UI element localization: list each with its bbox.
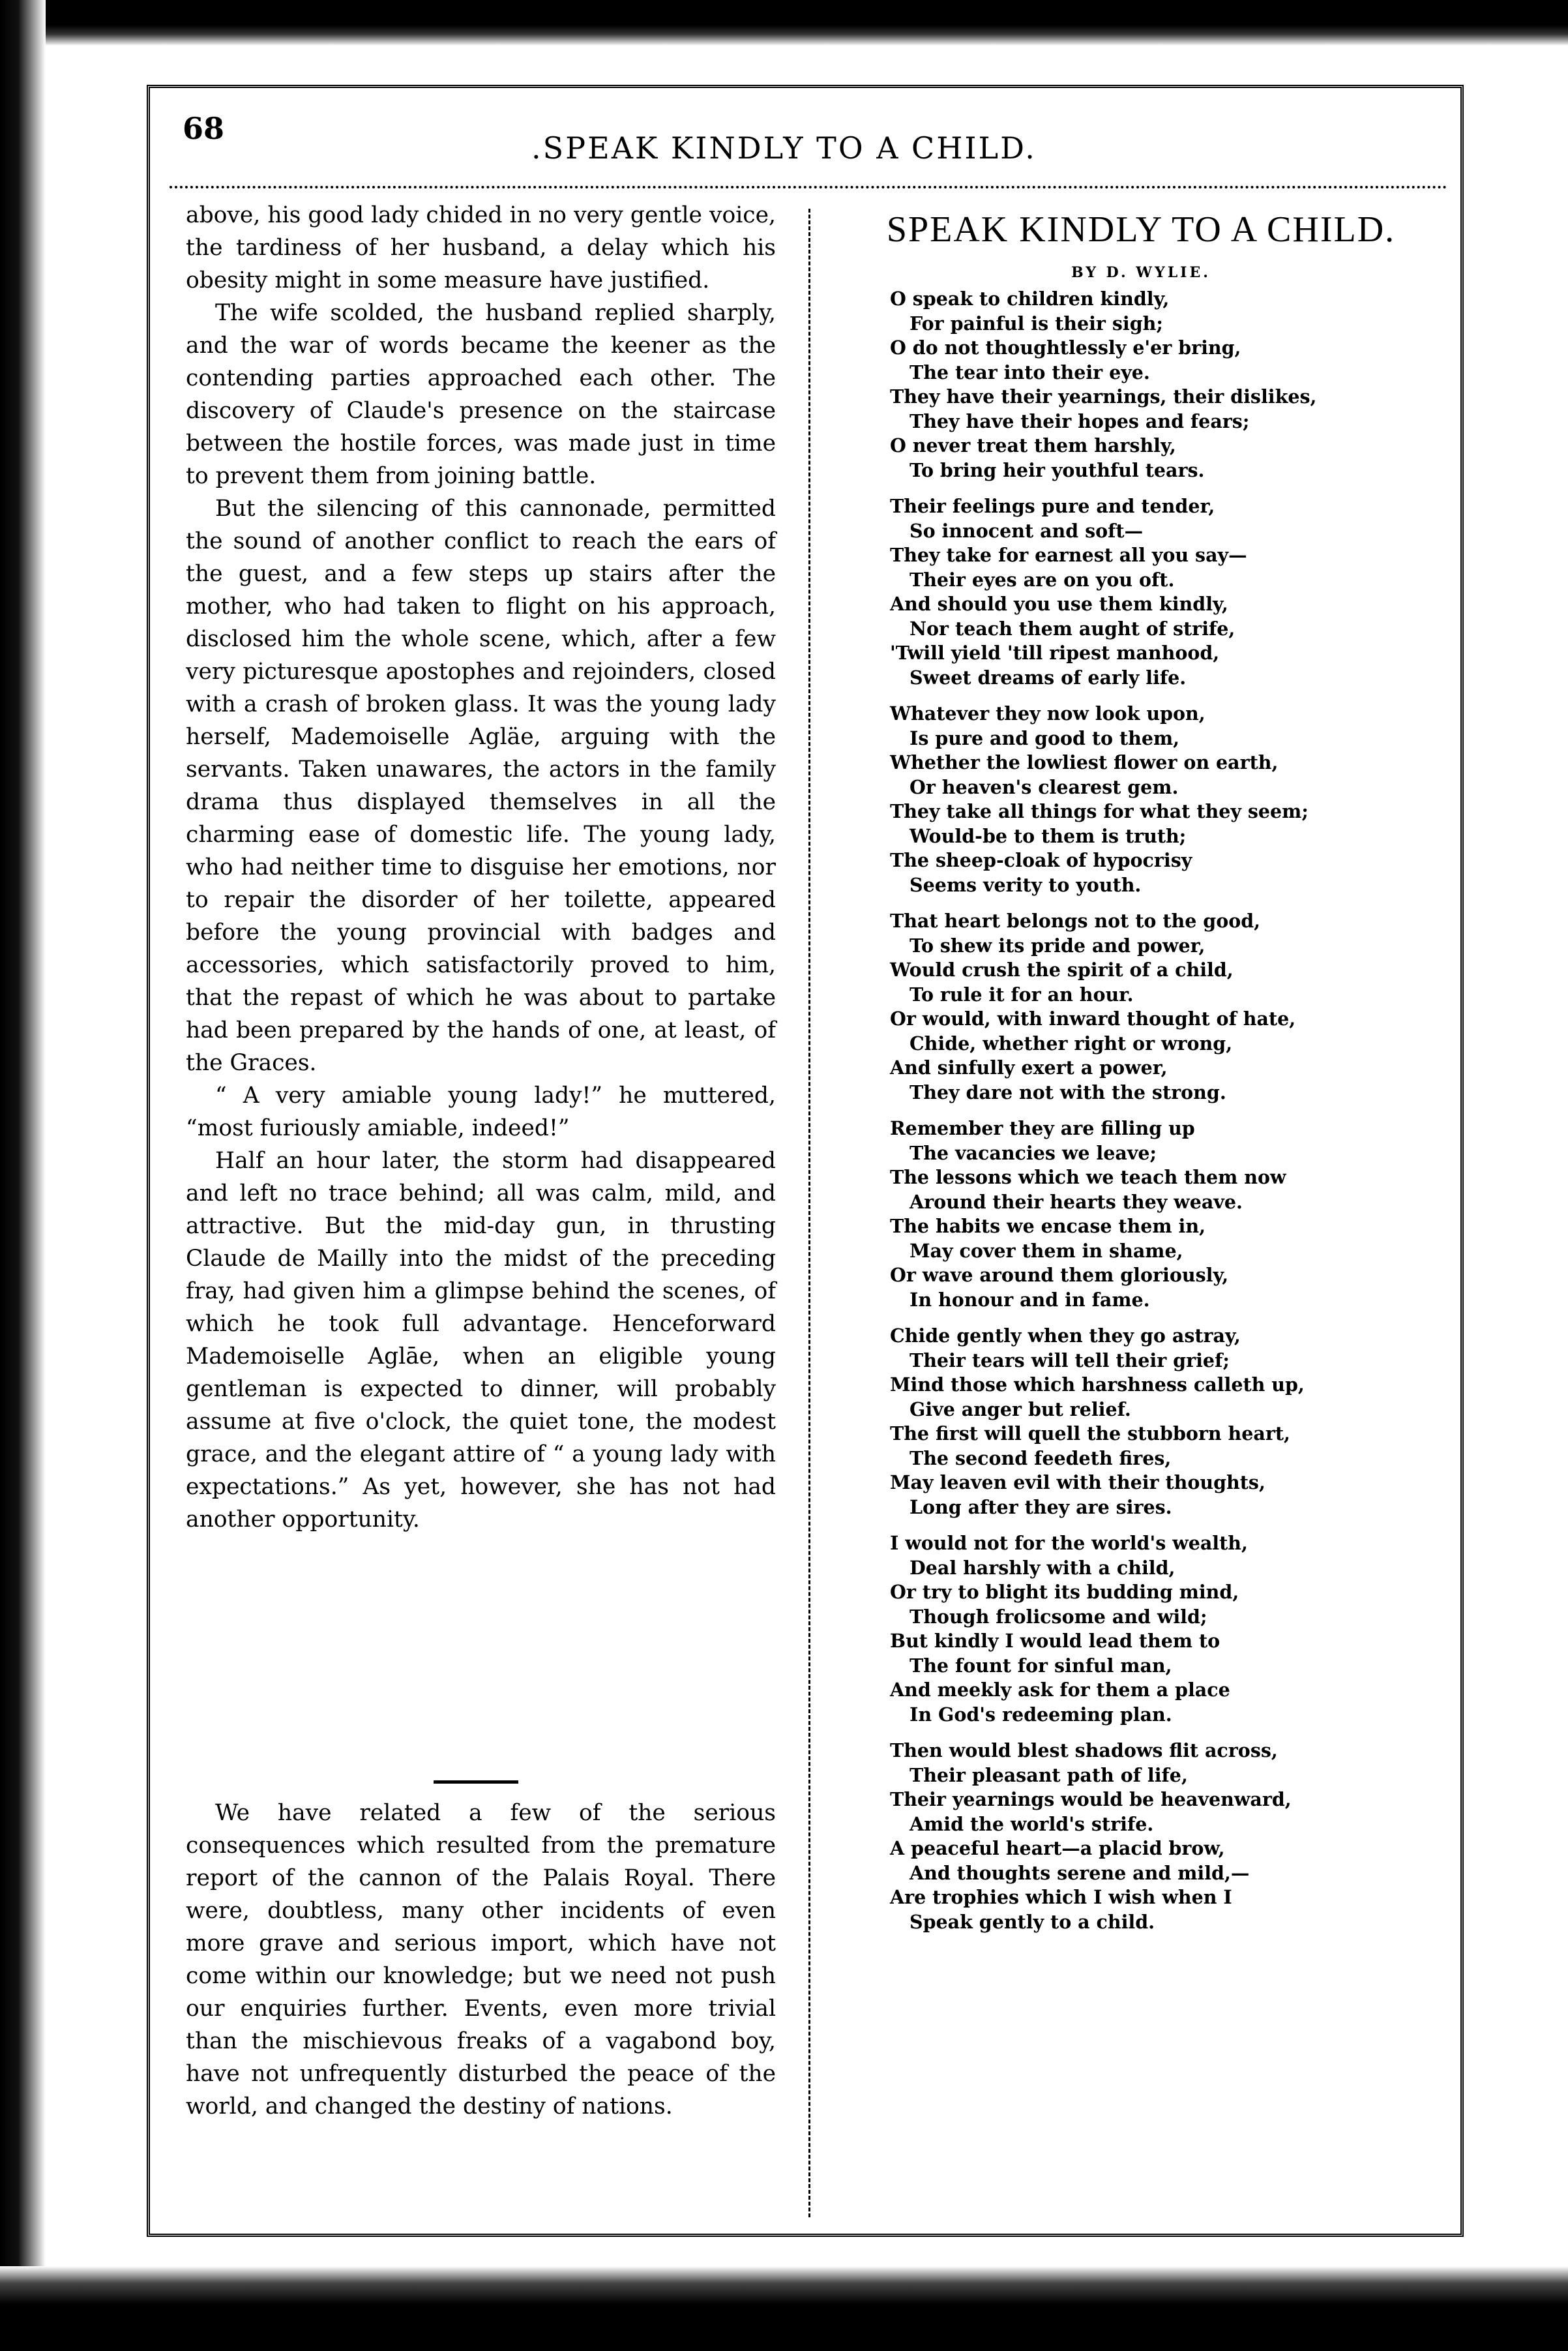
poem-line: A peaceful heart—a placid brow, <box>890 1837 1225 1859</box>
poem-stanza <box>890 702 1451 897</box>
poem-line: O speak to children kindly, <box>890 288 1170 310</box>
poem-line: Nor teach them aught of strife, <box>910 617 1235 640</box>
poem-line: O never treat them harshly, <box>890 434 1176 457</box>
poem-line: That heart belongs not to the good, <box>890 910 1261 932</box>
poem-line: Would-be to them is truth; <box>910 824 1187 847</box>
poem-line: Then would blest shadows flit across, <box>890 1739 1278 1761</box>
poem-line: They dare not with the strong. <box>910 1081 1226 1103</box>
paragraph: The wife scolded, the husband replied sharply, and the war of words became the keener as the contending parties approached each other. The discovery of Claude's presence on the staircase between the hostile forces, was made just in time to prevent them from joining battle. <box>186 300 776 489</box>
poem-line: And thoughts serene and mild,— <box>910 1861 1250 1884</box>
poem-line: To rule it for an hour. <box>910 983 1134 1006</box>
poem-line: They have their yearnings, their dislikes, <box>890 385 1317 408</box>
scan-edge-top <box>0 0 1568 46</box>
poem-title: SPEAK KINDLY TO A CHILD. <box>886 209 1396 250</box>
poem-author: BY D. WYLIE. <box>1071 264 1211 281</box>
poem-line: And sinfully exert a power, <box>890 1056 1168 1079</box>
paragraph: above, his good lady chided in no very gentle voice, the tardiness of her husband, a delay which his obesity might in some measure have justified. <box>186 202 776 293</box>
paragraph: Half an hour later, the storm had disappeared and left no trace behind; all was calm, mild, and attractive. But the mid-day gun, in thrusting Claude de Mailly into the midst of the preceding fray, had given him a glimpse behind the scenes, of which he took full advantage. Henceforward Mademoiselle Aglāe, when an eligible young gentleman is expected to dinner, will probably assume at five o'clock, the quiet tone, the modest grace, and the elegant attire of “ a young lady with expectations.” As yet, however, she has not had another opportunity. <box>186 1148 776 1533</box>
poem-line: Is pure and good to them, <box>910 726 1180 749</box>
poem-line: Whatever they now look upon, <box>890 702 1206 725</box>
poem-line: In God's redeeming plan. <box>910 1703 1172 1726</box>
poem-line: In honour and in fame. <box>910 1288 1150 1311</box>
poem-line: The vacancies we leave; <box>910 1141 1157 1164</box>
poem-line: For painful is their sigh; <box>910 312 1163 335</box>
closing-paragraph: We have related a few of the serious consequences which resulted from the premature report of the cannon of the Palais Royal. There were, doubtless, many other incidents of even more grave and serious import, which have not come within our knowledge; but we need not push our enquiries further. Events, even more trivial than the mischievous freaks of a vagabond boy, have not unfrequently disturbed the peace of the world, and changed the destiny of nations. <box>186 1800 776 2119</box>
section-break-rule <box>434 1780 518 1784</box>
paragraph: But the silencing of this cannonade, permitted the sound of another conflict to reach the ears of the guest, and a few steps up stairs after the mother, who had taken to flight on his approach, disclosed him the whole scene, which, after a few very picturesque apostophes and rejoinders, closed with a crash of broken glass. It was the young lady herself, Mademoiselle Agläe, arguing with the servants. Taken unawares, the actors in the family drama thus displayed themselves in all the charming ease of domestic life. The young lady, who had neither time to disguise her emotions, nor to repair the disorder of her toilette, appeared before the young provincial with badges and accessories, which satisfactorily proved to him, that the repast of which he was about to partake had been prepared by the hands of one, at least, of the Graces. <box>186 496 776 1076</box>
poem-line: So innocent and soft— <box>910 519 1144 542</box>
poem-line: Their pleasant path of life, <box>910 1763 1188 1786</box>
poem-line: The second feedeth fires, <box>910 1446 1172 1469</box>
poem-line: Amid the world's strife. <box>910 1812 1154 1835</box>
poem-line: To bring heir youthful tears. <box>910 458 1205 481</box>
poem-line: Their feelings pure and tender, <box>890 495 1215 517</box>
scan-edge-bottom <box>0 2266 1568 2351</box>
poem-line: Chide, whether right or wrong, <box>910 1032 1233 1055</box>
poem-line: Deal harshly with a child, <box>910 1556 1176 1579</box>
poem-stanza <box>890 1531 1451 1727</box>
poem-line: They take all things for what they seem; <box>890 800 1309 822</box>
poem-line: Are trophies which I wish when I <box>890 1886 1232 1908</box>
poem-line: Or would, with inward thought of hate, <box>890 1008 1296 1030</box>
closing-prose <box>186 1797 776 2123</box>
poem-line: The lessons which we teach them now <box>890 1166 1286 1188</box>
poem-line: The tear into their eye. <box>910 361 1150 383</box>
poem-line: They take for earnest all you say— <box>890 544 1247 566</box>
page-number: 68 <box>183 111 225 146</box>
poem-line: Sweet dreams of early life. <box>910 666 1187 689</box>
poem-line: 'Twill yield 'till ripest manhood, <box>890 642 1220 664</box>
poem-line: The fount for sinful man, <box>910 1654 1172 1677</box>
poem-line: O do not thoughtlessly e'er bring, <box>890 337 1241 359</box>
poem-line: Or heaven's clearest gem. <box>910 775 1179 798</box>
scan-edge-left <box>0 0 46 2351</box>
poem-body <box>890 287 1451 1946</box>
running-title: .SPEAK KINDLY TO A CHILD. <box>531 130 1037 166</box>
poem-line: Or wave around them gloriously, <box>890 1264 1229 1286</box>
poem-line: The first will quell the stubborn heart, <box>890 1422 1290 1445</box>
poem-line: And meekly ask for them a place <box>890 1679 1230 1701</box>
poem-stanza <box>890 287 1451 483</box>
poem-stanza <box>890 1324 1451 1520</box>
poem-stanza <box>890 494 1451 690</box>
poem-line: May cover them in shame, <box>910 1239 1183 1262</box>
left-column-prose <box>186 199 776 1536</box>
poem-line: To shew its pride and power, <box>910 934 1206 957</box>
poem-line: Speak gently to a child. <box>910 1910 1155 1933</box>
poem-stanza <box>890 1116 1451 1312</box>
poem-line: I would not for the world's wealth, <box>890 1532 1248 1554</box>
poem-stanza <box>890 1739 1451 1934</box>
poem-line: Long after they are sires. <box>910 1495 1172 1518</box>
poem-line: Would crush the spirit of a child, <box>890 959 1234 981</box>
poem-line: Whether the lowliest flower on earth, <box>890 751 1279 773</box>
poem-line: They have their hopes and fears; <box>910 410 1250 432</box>
poem-line: Or try to blight its budding mind, <box>890 1581 1239 1603</box>
poem-line: The habits we encase them in, <box>890 1215 1206 1237</box>
poem-line: Around their hearts they weave. <box>910 1190 1243 1213</box>
poem-line: But kindly I would lead them to <box>890 1630 1220 1652</box>
poem-line: May leaven evil with their thoughts, <box>890 1471 1265 1493</box>
poem-line: Though frolicsome and wild; <box>910 1605 1207 1628</box>
poem-line: Chide gently when they go astray, <box>890 1325 1241 1347</box>
poem-line: Their tears will tell their grief; <box>910 1349 1230 1371</box>
poem-stanza <box>890 909 1451 1105</box>
poem-line: Remember they are filling up <box>890 1117 1195 1139</box>
poem-line: Give anger but relief. <box>910 1398 1131 1420</box>
column-divider <box>808 209 810 2217</box>
poem-line: The sheep-cloak of hypocrisy <box>890 849 1192 871</box>
header-rule <box>170 186 1447 188</box>
poem-line: Seems verity to youth. <box>910 873 1142 896</box>
poem-line: Their eyes are on you oft. <box>910 568 1175 591</box>
paragraph: “ A very amiable young lady!” he muttered, “most furiously amiable, indeed!” <box>186 1083 776 1141</box>
poem-line: Their yearnings would be heavenward, <box>890 1788 1292 1810</box>
poem-line: Mind those which harshness calleth up, <box>890 1373 1305 1396</box>
poem-line: And should you use them kindly, <box>890 593 1228 615</box>
